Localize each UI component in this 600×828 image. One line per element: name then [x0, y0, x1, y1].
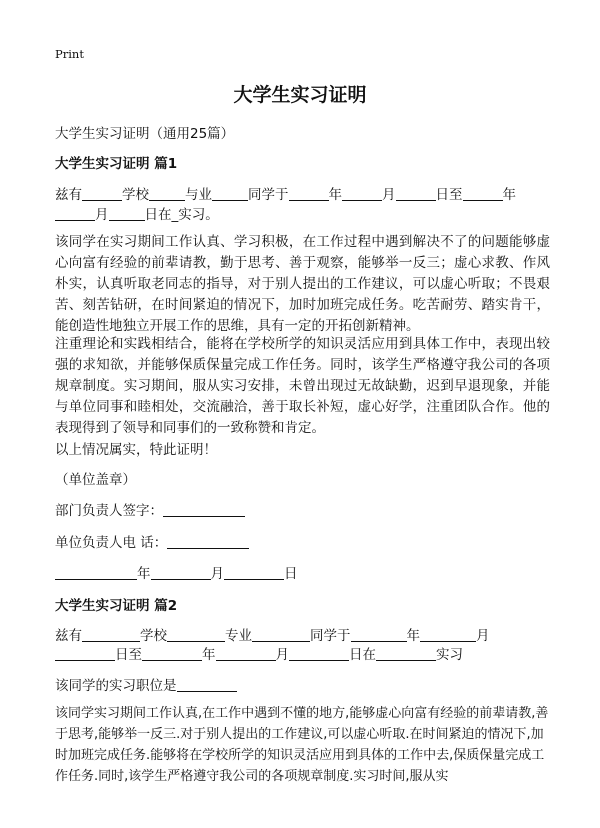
form-text: 月 — [476, 628, 490, 644]
section2-form-line1 — [55, 624, 490, 644]
dept-sign-line — [55, 499, 245, 519]
subtitle: 大学生实习证明（通用25篇） — [55, 126, 235, 142]
dept-sign-label: 部门负责人签字： — [55, 503, 163, 519]
form-text: 年 — [502, 187, 516, 203]
form-text: 日在 — [349, 647, 376, 663]
blank-field — [167, 627, 225, 642]
blank-field — [167, 534, 249, 549]
form-text: 学校 — [122, 187, 149, 203]
blank-field — [163, 502, 245, 517]
unit-phone-line — [55, 531, 249, 551]
confirm-text: 以上情况属实，特此证明！ — [55, 442, 217, 458]
position-line — [55, 674, 237, 694]
form-text: 与业 — [185, 187, 212, 203]
form-text: 同学于 — [310, 628, 351, 644]
form-text: 实习 — [436, 647, 463, 663]
date-day: 日 — [284, 566, 298, 582]
blank-field — [351, 627, 407, 642]
form-text: 同学于 — [248, 187, 289, 203]
form-text: 日至 — [435, 187, 463, 203]
blank-field — [151, 565, 211, 580]
form-text: 年 — [328, 187, 342, 203]
section1-paragraph-1: 该同学在实习期间工作认真、学习积极，在工作过程中遇到解决不了的问题能够虚心向富有经验的前辈请教，勤于思考、善于观察，能够举一反三；虚心求教、作风朴实，认真听取老同志的指导，对于别人提出的工作建议，可以虚心听取；不畏艰苦、刻苦钻研，在时间紧迫的情况下，加时加班完成任务。吃苦耐劳、踏实肯干，能创造性地独立开展工作的思维，具有一定的开拓创新精神。 — [55, 234, 550, 334]
blank-field — [82, 627, 140, 642]
blank-field — [55, 206, 95, 221]
blank-field — [55, 565, 137, 580]
date-year: 年 — [137, 566, 151, 582]
date-month: 月 — [210, 566, 224, 582]
section1-form-line2 — [55, 203, 219, 223]
form-text: 日在_实习。 — [144, 207, 219, 223]
section1-form-line1 — [55, 183, 516, 203]
section2-heading: 大学生实习证明 篇2 — [55, 598, 178, 614]
blank-field — [142, 646, 202, 661]
blank-field — [463, 186, 503, 201]
blank-field — [289, 186, 329, 201]
blank-field — [420, 627, 476, 642]
document-title: 大学生实习证明 — [233, 84, 367, 106]
unit-phone-label: 单位负责人电 话： — [55, 535, 168, 551]
blank-field — [289, 646, 349, 661]
form-text: 日至 — [115, 647, 142, 663]
blank-field — [216, 646, 276, 661]
blank-field — [252, 627, 310, 642]
form-text: 专业 — [225, 628, 252, 644]
blank-field — [376, 646, 436, 661]
section2-paragraph-1: 该同学实习期间工作认真,在工作中遇到不懂的地方,能够虚心向富有经验的前辈请教,善于思考,能够举一反三.对于别人提出的工作建议,可以虚心听取.在时间紧迫的情况下,加时加班完成任务.能够将在学校所学的知识灵活应用到具体的工作中去,保质保量完成工作任务.同时,该学生严格遵守我公司的各项规章制度.实习时间,服从实 — [55, 706, 549, 784]
seal-text: （单位盖章） — [55, 472, 136, 488]
blank-field — [177, 677, 237, 692]
blank-field — [109, 206, 145, 221]
form-text: 年 — [406, 628, 420, 644]
blank-field — [55, 646, 115, 661]
section2-form-line2 — [55, 643, 463, 663]
form-text: 兹有 — [55, 628, 82, 644]
blank-field — [82, 186, 122, 201]
form-text: 月 — [95, 207, 109, 223]
form-text: 学校 — [140, 628, 167, 644]
blank-field — [396, 186, 436, 201]
blank-field — [212, 186, 248, 201]
blank-field — [342, 186, 382, 201]
form-text: 月 — [382, 187, 396, 203]
section1-heading: 大学生实习证明 篇1 — [55, 156, 178, 172]
print-label: Print — [55, 47, 84, 61]
blank-field — [224, 565, 284, 580]
position-label: 该同学的实习职位是 — [55, 678, 177, 694]
form-text: 月 — [275, 647, 289, 663]
blank-field — [149, 186, 185, 201]
section1-paragraph-2: 注重理论和实践相结合，能将在学校所学的知识灵活应用到具体工作中，表现出较强的求知欲，并能够保质保量完成工作任务。同时，该学生严格遵守我公司的各项规章制度。实习期间，服从实习安排，未曾出现过无故缺勤，迟到早退现象，并能与单位同事和睦相处，交流融洽，善于取长补短，虚心好学，注重团队合作。他的表现得到了领导和同事们的一致称赞和肯定。 — [55, 336, 550, 436]
date-line — [55, 562, 298, 582]
form-text: 兹有 — [55, 187, 82, 203]
form-text: 年 — [202, 647, 216, 663]
